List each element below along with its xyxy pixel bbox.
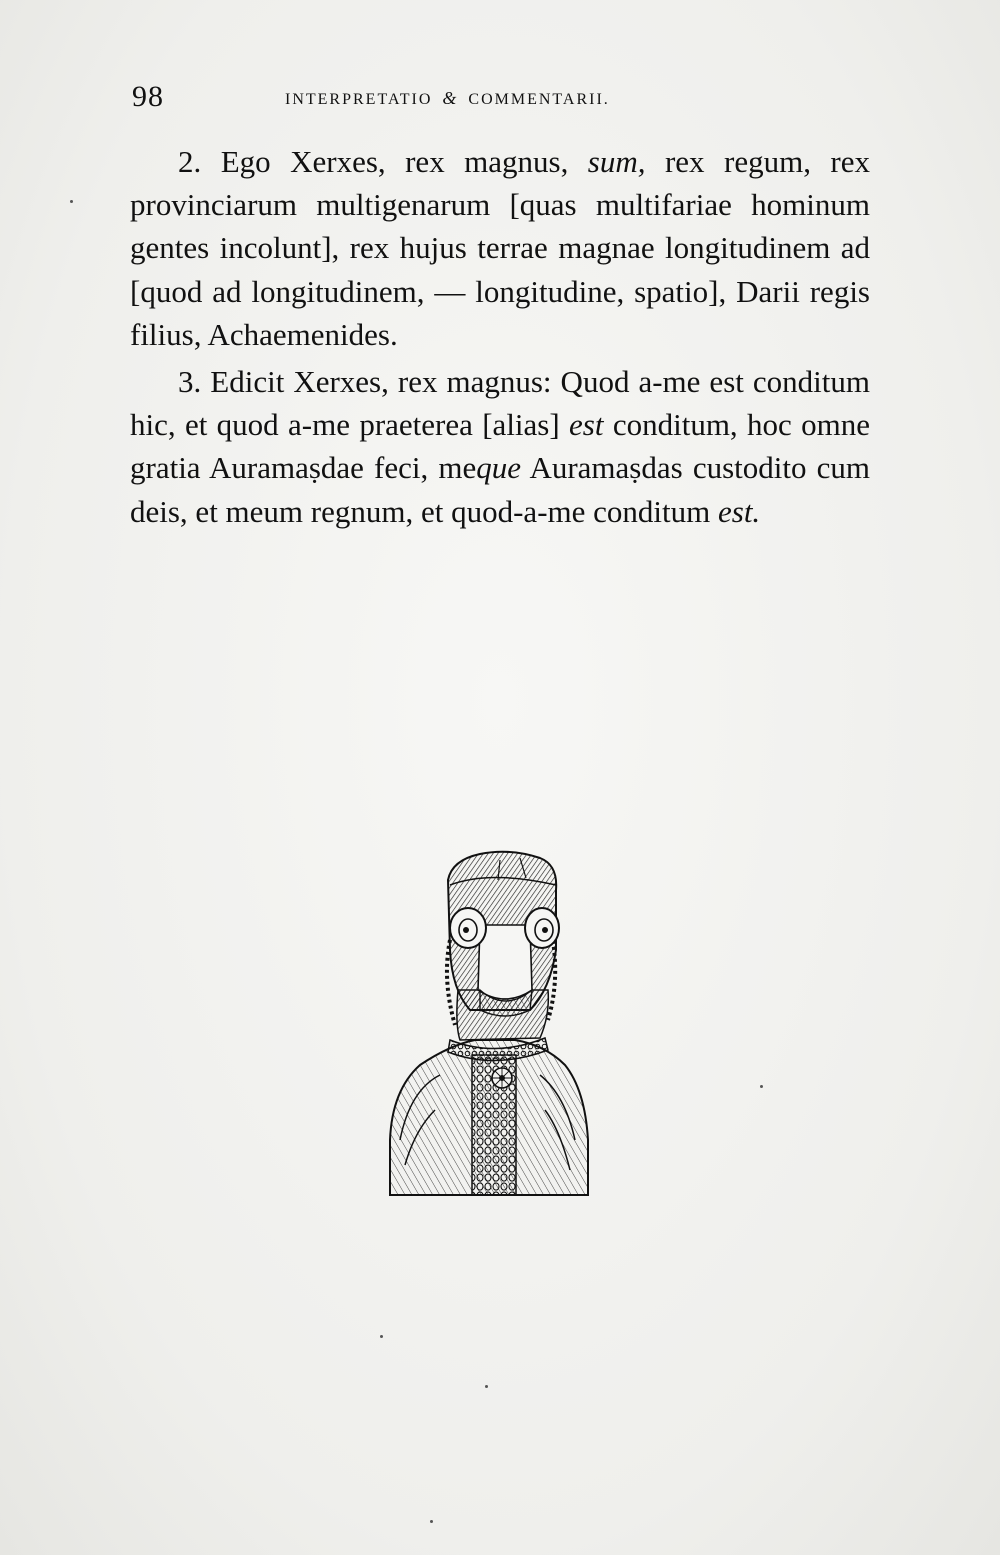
text-segment: Auramaṣdas custodito cum deis, et meum regnum, et quod-a-me conditum — [130, 450, 870, 529]
running-head-right: COMMENTARII. — [468, 91, 610, 108]
paper-speck — [380, 1335, 383, 1338]
paper-speck — [760, 1085, 763, 1088]
running-head-ampersand: & — [442, 88, 459, 108]
page-number: 98 — [132, 80, 164, 113]
paragraph-2 — [130, 140, 870, 356]
running-head-left: INTERPRETATIO — [285, 91, 433, 108]
page-header — [130, 80, 870, 120]
text-segment-italic: est — [569, 407, 604, 443]
paper-speck — [485, 1385, 488, 1388]
body-text — [130, 140, 870, 533]
paragraph-3 — [130, 360, 870, 533]
text-segment: conditum, hoc omne gratia Auramaṣdae feci, me — [130, 407, 870, 486]
sculpted-bust-engraving-icon — [380, 840, 600, 1200]
text-segment: rex regum, rex provinciarum multigenarum [quas multifariae hominum gentes incolunt], rex hujus terrae magnae longitudinem ad [quod ad longitudinem, — longitudine, spatio], Darii regis filius, Achaemenides. — [130, 144, 870, 352]
text-segment: 2. Ego Xerxes, rex magnus, — [178, 144, 588, 179]
running-head — [285, 88, 610, 109]
text-segment-italic: sum, — [587, 144, 646, 179]
paper-speck — [430, 1520, 433, 1523]
text-segment-italic: que — [476, 450, 522, 486]
text-segment-italic: est. — [718, 493, 761, 529]
text-segment: 3. Edicit Xerxes, rex magnus: Quod a-me est conditum hic, et quod a-me praeterea [alias] — [130, 364, 870, 443]
bust-illustration — [380, 840, 600, 1200]
paper-speck — [70, 200, 73, 203]
